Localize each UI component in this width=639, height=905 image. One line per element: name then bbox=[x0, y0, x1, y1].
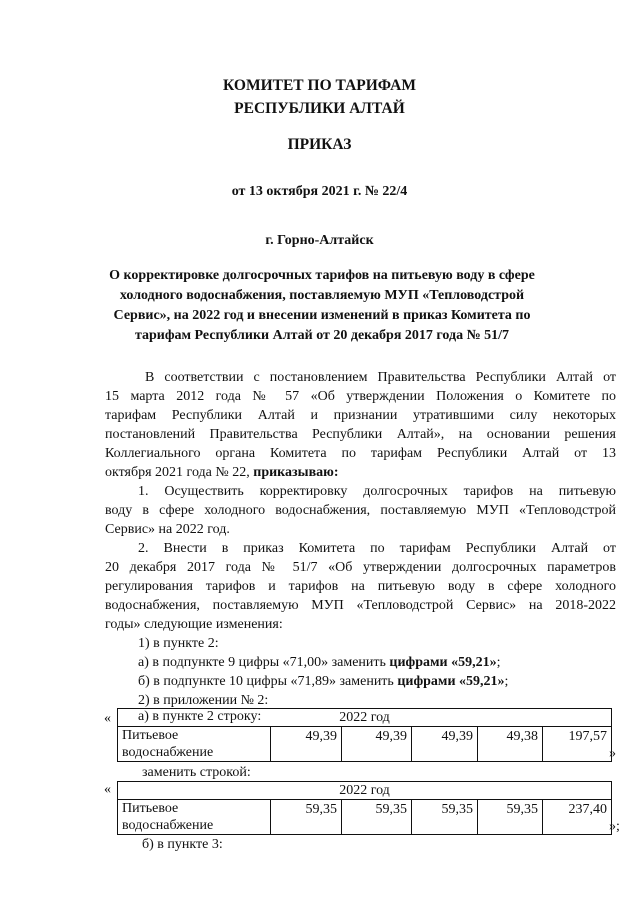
label-line: Питьевое bbox=[122, 728, 179, 743]
subitem-1a-bold: цифрами «59,21» bbox=[389, 655, 497, 670]
table-cell: 49,39 bbox=[342, 727, 412, 762]
label-line: Питьевое bbox=[122, 801, 179, 816]
document-title-line: Сервис», на 2022 год и внесении изменений в приказ Комитета по bbox=[113, 308, 531, 323]
tariff-table-new bbox=[117, 781, 612, 835]
table-cell: 59,35 bbox=[271, 800, 342, 835]
preamble-line: тарифам Республики Алтай и признании утратившими силу некоторых bbox=[105, 408, 616, 423]
table-row bbox=[118, 727, 612, 762]
close-quote: » bbox=[609, 746, 616, 761]
table-cell: 59,35 bbox=[342, 800, 412, 835]
table-cell: 59,35 bbox=[412, 800, 478, 835]
preamble-line: Коллегиального органа Комитета по тарифам Республики Алтай от 13 bbox=[105, 446, 616, 461]
item1-line: 1. Осуществить корректировку долгосрочных тарифов на питьевую bbox=[138, 484, 616, 499]
item2-line: 2. Внести в приказ Комитета по тарифам Республики Алтай от bbox=[138, 541, 616, 556]
table-header-row bbox=[118, 782, 612, 800]
table-cell: 237,40 bbox=[543, 800, 612, 835]
document-title bbox=[96, 266, 548, 346]
open-quote: « bbox=[104, 711, 111, 726]
item1-line: Сервис» на 2022 год. bbox=[105, 522, 230, 537]
committee-name-line1: КОМИТЕТ ПО ТАРИФАМ bbox=[223, 77, 416, 94]
preamble-line: В соответствии с постановлением Правительства Республики Алтай от bbox=[145, 370, 616, 385]
document-title-line: О корректировке долгосрочных тарифов на питьевую воду в сфере bbox=[109, 268, 535, 283]
subitem-1b-suffix: ; bbox=[504, 674, 509, 689]
close-quote: »; bbox=[609, 819, 620, 834]
label-line: водоснабжение bbox=[122, 818, 214, 833]
tariff-table-old bbox=[117, 708, 612, 762]
preamble-last-line-text: октября 2021 года № 22, bbox=[105, 465, 254, 480]
table-cell: 49,39 bbox=[412, 727, 478, 762]
subitem-1a-suffix: ; bbox=[496, 655, 501, 670]
item1-line: воду в сфере холодного водоснабжения, поставляемую МУП «Тепловодстрой bbox=[105, 503, 616, 518]
item2-line: 20 декабря 2017 года № 51/7 «Об утверждении долгосрочных параметров bbox=[105, 560, 616, 575]
preamble-line: 15 марта 2012 года № 57 «Об утверждении Положения о Комитете по bbox=[105, 389, 616, 404]
table-row-label bbox=[118, 727, 271, 762]
table-cell: 49,38 bbox=[478, 727, 543, 762]
table-header-row bbox=[118, 709, 612, 727]
document-city: г. Горно-Алтайск bbox=[265, 233, 374, 248]
subitem-1b-bold: цифрами «59,21» bbox=[397, 674, 505, 689]
label-line: водоснабжение bbox=[122, 745, 214, 760]
document-type: ПРИКАЗ bbox=[287, 136, 352, 153]
document-title-line: холодного водоснабжения, поставляемую МУП «Тепловодстрой bbox=[119, 288, 525, 303]
table-year-header: 2022 год bbox=[118, 709, 612, 727]
replace-with-text: заменить строкой: bbox=[142, 765, 251, 780]
table-row-label bbox=[118, 800, 271, 835]
subitem-2a: а) в пункте 2 строку: bbox=[138, 709, 262, 724]
item2-line: годы» следующие изменения: bbox=[105, 617, 283, 632]
open-quote: « bbox=[104, 782, 111, 797]
table-cell: 197,57 bbox=[543, 727, 612, 762]
subitem-2b: б) в пункте 3: bbox=[142, 837, 223, 852]
subitem-1: 1) в пункте 2: bbox=[138, 636, 219, 651]
table-cell: 49,39 bbox=[271, 727, 342, 762]
subitem-1b-prefix: б) в подпункте 10 цифры «71,89» заменить bbox=[138, 674, 398, 689]
subitem-1b bbox=[138, 674, 508, 690]
item2-line: водоснабжения, поставляемую МУП «Тепловодстрой Сервис» на 2018-2022 bbox=[105, 598, 616, 613]
order-word: приказываю: bbox=[253, 465, 339, 480]
table-row bbox=[118, 800, 612, 835]
preamble-last-line bbox=[105, 465, 339, 481]
preamble-line: постановлений Правительства Республики Алтай», на основании решения bbox=[105, 427, 616, 442]
subitem-2: 2) в приложении № 2: bbox=[138, 693, 269, 708]
committee-name-line2: РЕСПУБЛИКИ АЛТАЙ bbox=[234, 100, 405, 117]
document-title-line: тарифам Республики Алтай от 20 декабря 2017 года № 51/7 bbox=[134, 328, 510, 343]
subitem-1a-prefix: а) в подпункте 9 цифры «71,00» заменить bbox=[138, 655, 390, 670]
table-year-header: 2022 год bbox=[118, 782, 612, 800]
subitem-1a bbox=[138, 655, 501, 671]
table-cell: 59,35 bbox=[478, 800, 543, 835]
item2-line: регулирования тарифов и тарифов на питьевую воду в сфере холодного bbox=[105, 579, 616, 594]
document-date-number: от 13 октября 2021 г. № 22/4 bbox=[231, 184, 408, 199]
